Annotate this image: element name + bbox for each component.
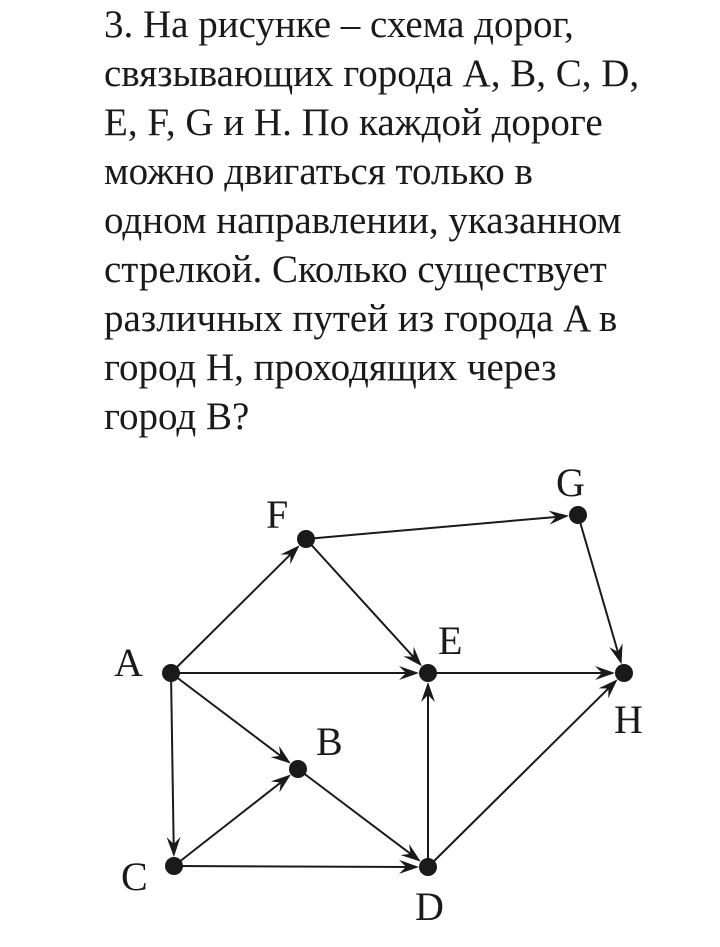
node-C bbox=[165, 857, 183, 875]
node-G bbox=[569, 506, 587, 524]
edge-line bbox=[306, 516, 563, 539]
edge-E-H bbox=[428, 666, 615, 680]
node-label-F: F bbox=[266, 492, 289, 537]
node-H bbox=[615, 664, 633, 682]
node-D bbox=[419, 858, 437, 876]
question-line: одном направлении, указанном bbox=[104, 199, 622, 242]
edge-D-H bbox=[428, 679, 618, 867]
question-line: 3. На рисунке – схема дорог, bbox=[104, 3, 574, 46]
node-label-E: E bbox=[438, 618, 463, 663]
node-label-A: A bbox=[114, 640, 143, 685]
node-A bbox=[162, 664, 180, 682]
node-F bbox=[297, 530, 315, 548]
edge-C-B bbox=[174, 775, 291, 867]
question-line: город H, проходящих через bbox=[104, 346, 557, 389]
node-B bbox=[289, 760, 307, 778]
edge-line bbox=[298, 769, 416, 858]
question-line: различных путей из города A в bbox=[104, 297, 618, 340]
node-label-C: C bbox=[121, 854, 148, 899]
edge-A-F bbox=[171, 545, 300, 673]
edge-F-E bbox=[306, 539, 422, 666]
edge-line bbox=[578, 515, 620, 659]
node-label-D: D bbox=[415, 884, 444, 929]
edge-line bbox=[174, 778, 286, 866]
edge-F-G bbox=[306, 511, 569, 539]
labels-layer bbox=[114, 460, 643, 929]
edge-line bbox=[174, 866, 413, 867]
node-E bbox=[419, 664, 437, 682]
question-line: можно двигаться только в bbox=[104, 150, 533, 193]
edge-line bbox=[171, 673, 286, 760]
edges-layer bbox=[167, 511, 623, 874]
edge-line bbox=[171, 550, 295, 673]
edge-line bbox=[306, 539, 418, 662]
arrowhead bbox=[271, 746, 291, 764]
edge-G-H bbox=[578, 515, 623, 664]
edge-line bbox=[171, 673, 174, 851]
node-label-H: H bbox=[614, 697, 643, 742]
question-line: E, F, G и H. По каждой дороге bbox=[104, 101, 603, 144]
arrowhead bbox=[401, 844, 421, 862]
edge-C-D bbox=[174, 860, 419, 874]
node-label-B: B bbox=[316, 719, 343, 764]
question-line: город B? bbox=[104, 395, 250, 438]
edge-A-B bbox=[171, 673, 291, 764]
question-line: связывающих города A, B, C, D, bbox=[104, 52, 640, 95]
edge-A-C bbox=[167, 673, 181, 857]
question-line: стрелкой. Сколько существует bbox=[104, 248, 607, 291]
edge-B-D bbox=[298, 769, 421, 862]
edge-D-E bbox=[421, 682, 435, 867]
node-label-G: G bbox=[556, 460, 585, 505]
edge-line bbox=[428, 684, 613, 867]
arrowhead bbox=[271, 775, 291, 793]
edge-A-E bbox=[171, 666, 419, 680]
